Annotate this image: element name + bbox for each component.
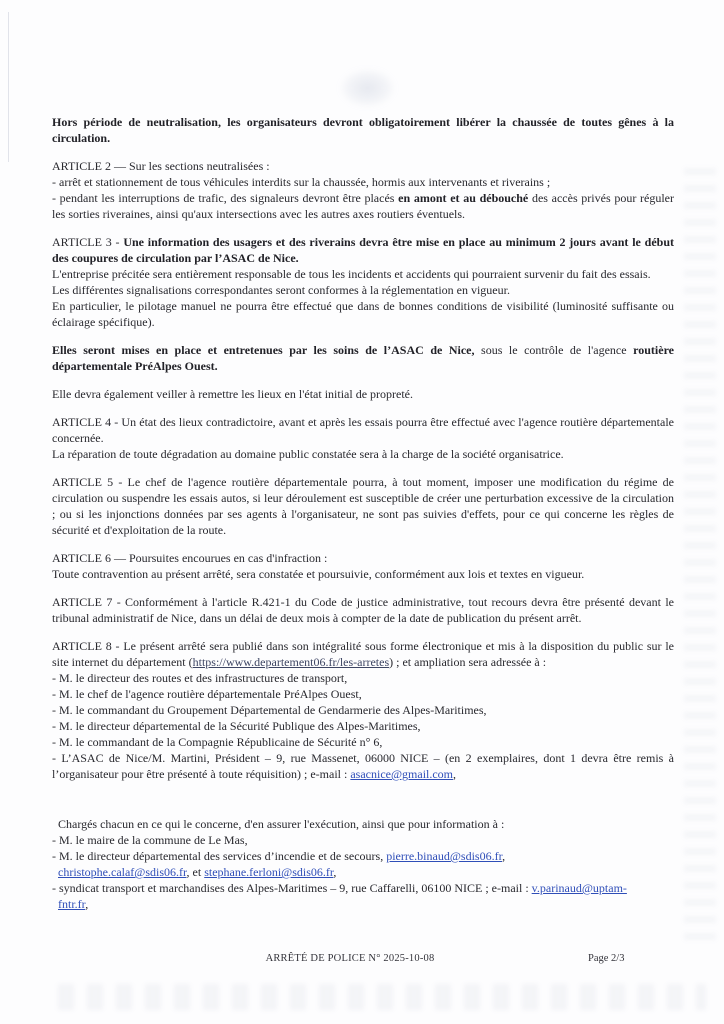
bold-text: Hors période de neutralisation, les organisateurs devront obligatoirement libérer la chaussée de toutes gênes à la circulation. bbox=[52, 115, 674, 145]
text: Toute contravention au présent arrêté, sera constatée et poursuivie, conformément aux lois et textes en vigueur. bbox=[52, 567, 585, 581]
bleedthrough-bottom bbox=[58, 984, 706, 1010]
text: ARTICLE 2 — Sur les sections neutralisées : bbox=[52, 159, 270, 173]
text: ARTICLE 8 - Le présent arrêté sera publié dans son intégralité sous forme électronique et mis à la disposition du public sur le site internet du département ( bbox=[52, 639, 674, 669]
paragraph bbox=[52, 880, 674, 896]
text: ARTICLE 3 - bbox=[52, 235, 124, 249]
bold-text: routière départementale PréAlpes Ouest. bbox=[52, 343, 674, 373]
paragraph bbox=[52, 816, 674, 832]
text: , et bbox=[186, 865, 205, 879]
bold-text: Elles seront mises en place et entretenues par les soins de l’ASAC de Nice, bbox=[52, 343, 475, 357]
bleedthrough-right-margin bbox=[684, 168, 716, 940]
paragraph bbox=[52, 702, 674, 718]
paragraph bbox=[52, 750, 674, 782]
link[interactable]: stephane.ferloni@sdis06.fr bbox=[204, 865, 334, 879]
paragraph bbox=[52, 848, 674, 864]
paragraph bbox=[52, 474, 674, 538]
paragraph bbox=[52, 414, 674, 446]
text: ARTICLE 6 — Poursuites encourues en cas d'infraction : bbox=[52, 551, 328, 565]
paragraph bbox=[52, 266, 674, 282]
text: - L’ASAC de Nice/M. Martini, Président – 9, rue Massenet, 06000 NICE – (en 2 exemplaires, dont 1 devra être remis à l’organisateur pour être présenté à toute réquisition) ; e-mail : bbox=[52, 751, 674, 781]
paragraph bbox=[52, 342, 674, 374]
paragraph bbox=[52, 158, 674, 174]
paragraph bbox=[52, 718, 674, 734]
paragraph bbox=[52, 386, 674, 402]
paragraph bbox=[52, 446, 674, 462]
paragraph bbox=[52, 298, 674, 330]
link[interactable]: v.parinaud@uptam- bbox=[531, 881, 627, 895]
text: - M. le directeur des routes et des infrastructures de transport, bbox=[52, 671, 348, 685]
paragraph bbox=[52, 594, 674, 626]
paragraph bbox=[52, 734, 674, 750]
paragraph bbox=[52, 670, 674, 686]
text: La réparation de toute dégradation au domaine public constatée sera à la charge de la société organisatrice. bbox=[52, 447, 564, 461]
text: , bbox=[333, 865, 337, 879]
document-body bbox=[52, 114, 674, 912]
text: - arrêt et stationnement de tous véhicules interdits sur la chaussée, hormis aux intervenants et riverains ; bbox=[52, 175, 551, 189]
bold-text: Une information des usagers et des riverains devra être mise en place au minimum 2 jours avant le début des coupures de circulation par l’ASAC de Nice. bbox=[52, 235, 675, 265]
text: Chargés chacun en ce qui le concerne, d'en assurer l'exécution, ainsi que pour information à : bbox=[58, 817, 505, 831]
paragraph bbox=[52, 832, 674, 848]
link[interactable]: pierre.binaud@sdis06.fr bbox=[386, 849, 503, 863]
scan-stain-artifact bbox=[330, 62, 405, 114]
link[interactable]: asacnice@gmail.com bbox=[350, 767, 454, 781]
text: , bbox=[453, 767, 457, 781]
text: L'entreprise précitée sera entièrement responsable de tous les incidents et accidents qui pourraient survenir du fait des essais. bbox=[52, 267, 651, 281]
text: , bbox=[85, 897, 89, 911]
bold-text: en amont et au débouché bbox=[398, 191, 529, 205]
text: - M. le commandant du Groupement Départemental de Gendarmerie des Alpes-Maritimes, bbox=[52, 703, 487, 717]
paragraph bbox=[52, 190, 674, 222]
scan-edge-line bbox=[8, 12, 9, 162]
text: ARTICLE 5 - Le chef de l'agence routière départementale pourra, à tout moment, imposer une modification du régime de circulation ou suspendre les essais autos, si leur déroulement est susceptible de créer une perturbation excessive de la circulation ; ou si les injonctions données par ses agents à l'organisateur, ne sont pas suivies d'effets, pour ce qui concerne les règles de sécurité et d'exploitation de la route. bbox=[52, 475, 674, 537]
paragraph bbox=[52, 234, 674, 266]
paragraph bbox=[52, 566, 674, 582]
text: - M. le commandant de la Compagnie Républicaine de Sécurité n° 6, bbox=[52, 735, 383, 749]
paragraph bbox=[52, 896, 674, 912]
paragraph bbox=[52, 638, 674, 670]
text: En particulier, le pilotage manuel ne pourra être effectué que dans de bonnes conditions de visibilité (luminosité suffisante ou éclairage spécifique). bbox=[52, 299, 674, 329]
footer-page-number: Page 2/3 bbox=[588, 953, 625, 964]
link[interactable]: fntr.fr bbox=[58, 897, 86, 911]
link[interactable]: christophe.calaf@sdis06.fr bbox=[58, 865, 187, 879]
text: ARTICLE 4 - Un état des lieux contradictoire, avant et après les essais pourra être effectué avec l'agence routière départementale concernée. bbox=[52, 415, 674, 445]
text: , bbox=[502, 849, 506, 863]
text: ARTICLE 7 - Conformément à l'article R.421-1 du Code de justice administrative, tout recours devra être présenté devant le tribunal administratif de Nice, dans un délai de deux mois à compter de la date de publication du présent arrêt. bbox=[52, 595, 674, 625]
text: sous le contrôle de l'agence bbox=[474, 343, 634, 357]
paragraph bbox=[52, 686, 674, 702]
text: - pendant les interruptions de trafic, des signaleurs devront être placés bbox=[52, 191, 399, 205]
paragraph bbox=[52, 174, 674, 190]
text: Les différentes signalisations correspondantes seront conformes à la réglementation en vigueur. bbox=[52, 283, 510, 297]
text: des accès privés pour réguler les sorties riveraines, ainsi qu'aux intersections avec les autres axes routiers éventuels. bbox=[52, 191, 674, 221]
paragraph bbox=[52, 550, 674, 566]
text: Elle devra également veiller à remettre les lieux en l'état initial de propreté. bbox=[52, 387, 413, 401]
text: - M. le directeur départemental de la Sécurité Publique des Alpes-Maritimes, bbox=[52, 719, 421, 733]
paragraph bbox=[52, 282, 674, 298]
text: - M. le directeur départemental des services d’incendie et de secours, bbox=[52, 849, 387, 863]
text: - syndicat transport et marchandises des Alpes-Maritimes – 9, rue Caffarelli, 06100 NICE ; e-mail : bbox=[52, 881, 532, 895]
text: ) ; et ampliation sera adressée à : bbox=[389, 655, 547, 669]
paragraph bbox=[52, 114, 674, 146]
paragraph bbox=[52, 864, 674, 880]
footer-document-title: ARRÊTÉ DE POLICE N° 2025-10-08 bbox=[265, 953, 435, 964]
text: - M. le maire de la commune de Le Mas, bbox=[52, 833, 248, 847]
text: - M. le chef de l'agence routière départementale PréAlpes Ouest, bbox=[52, 687, 362, 701]
link[interactable]: https://www.departement06.fr/les-arretes bbox=[192, 655, 390, 669]
